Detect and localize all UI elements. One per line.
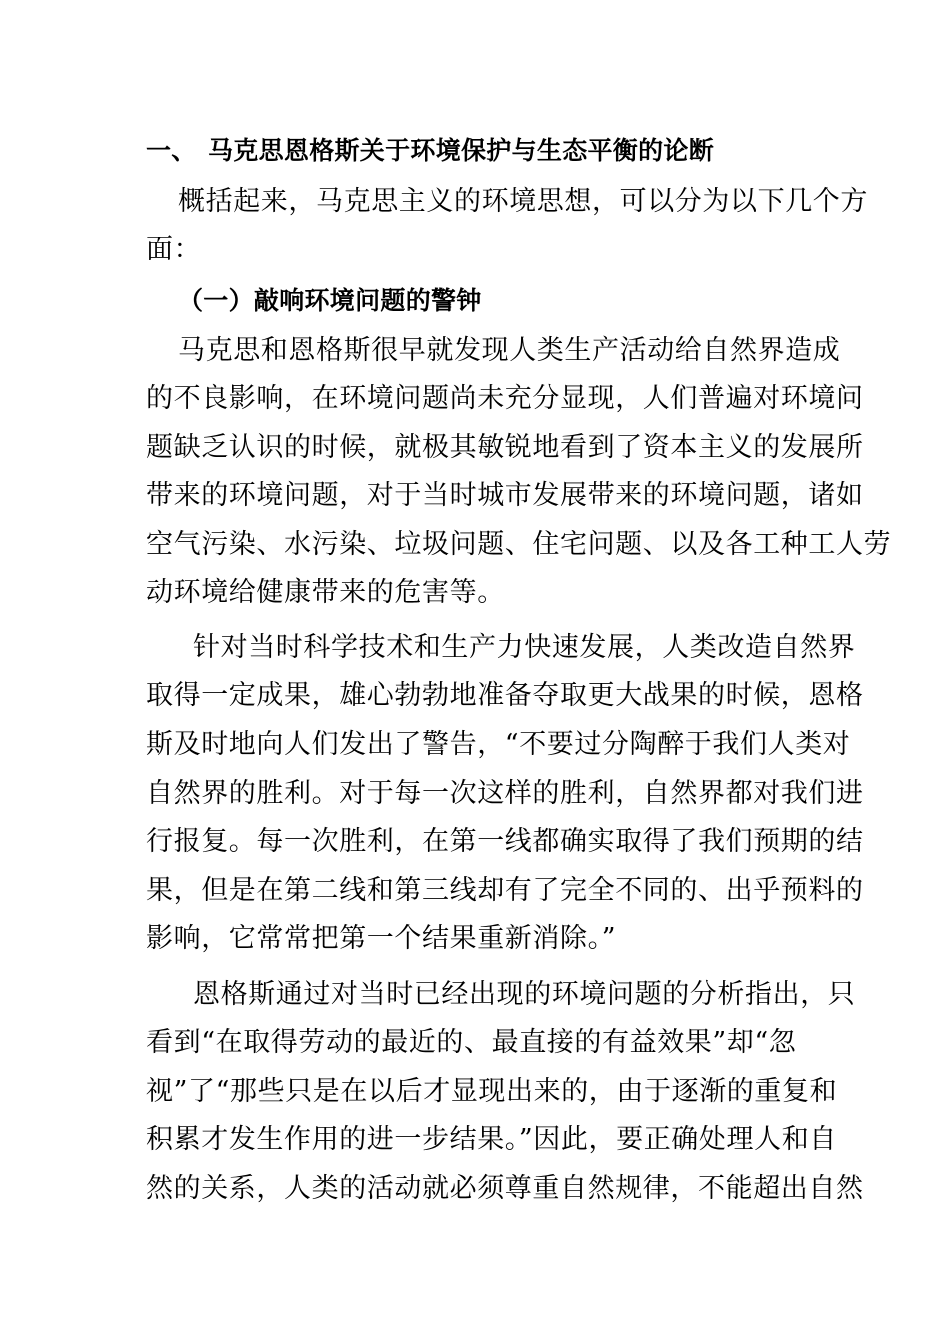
paragraph-line: 影响，它常常把第一个结果重新消除。” <box>146 923 617 954</box>
paragraph-line: 马克思和恩格斯很早就发现人类生产活动给自然界造成 <box>178 335 841 366</box>
paragraph-line: 带来的环境问题，对于当时城市发展带来的环境问题，诸如 <box>146 480 864 511</box>
paragraph-line: 积累才发生作用的进一步结果。”因此，要正确处理人和自 <box>146 1124 837 1155</box>
paragraph-line: 视”了“那些只是在以后才显现出来的，由于逐渐的重复和 <box>146 1076 838 1107</box>
paragraph-line: 斯及时地向人们发出了警告，“不要过分陶醉于我们人类对 <box>146 729 851 760</box>
paragraph-line: 概括起来，马克思主义的环境思想，可以分为以下几个方 <box>178 186 868 217</box>
section-number: 一、 <box>146 136 197 165</box>
paragraph-line: 题缺乏认识的时候，就极其敏锐地看到了资本主义的发展所 <box>146 432 864 463</box>
paragraph-line: 看到“在取得劳动的最近的、最直接的有益效果”却“忽 <box>146 1027 797 1058</box>
paragraph-line: 面： <box>146 234 202 265</box>
paragraph-line: 取得一定成果，雄心勃勃地准备夺取更大战果的时候，恩格 <box>146 680 864 711</box>
paragraph-line: 动环境给健康带来的危害等。 <box>146 577 505 608</box>
paragraph-line: 果，但是在第二线和第三线却有了完全不同的、出乎预料的 <box>146 875 864 906</box>
section-heading <box>146 133 714 169</box>
paragraph-line: 行报复。每一次胜利，在第一线都确实取得了我们预期的结 <box>146 826 864 857</box>
section-title: 马克思恩格斯关于环境保护与生态平衡的论断 <box>208 136 715 165</box>
paragraph-line: 的不良影响，在环境问题尚未充分显现，人们普遍对环境问 <box>146 383 864 414</box>
subsection-heading: （一）敲响环境问题的警钟 <box>178 286 482 315</box>
paragraph-line: 自然界的胜利。对于每一次这样的胜利，自然界都对我们进 <box>146 778 864 809</box>
paragraph-line: 然的关系，人类的活动就必须尊重自然规律，不能超出自然 <box>146 1173 864 1204</box>
paragraph-line: 针对当时科学技术和生产力快速发展，人类改造自然界 <box>193 632 856 663</box>
paragraph-line: 空气污染、水污染、垃圾问题、住宅问题、以及各工种工人劳 <box>146 529 892 560</box>
paragraph-line: 恩格斯通过对当时已经出现的环境问题的分析指出，只 <box>193 979 856 1010</box>
